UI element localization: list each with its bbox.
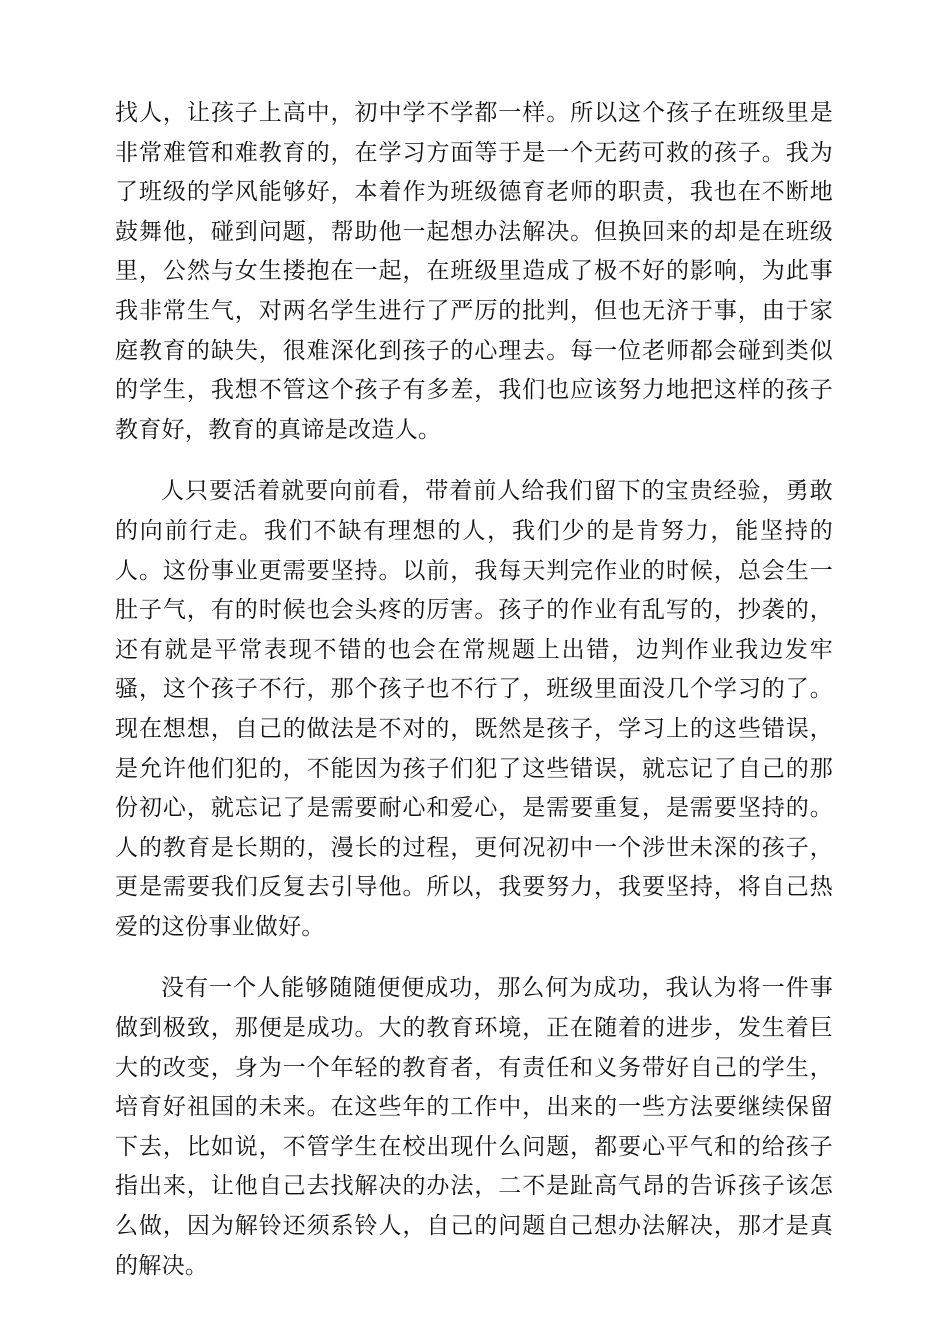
paragraph-1: 找人，让孩子上高中，初中学不学都一样。所以这个孩子在班级里是非常难管和难教育的，在学习方面等于是一个无药可救的孩子。我为了班级的学风能够好，本着作为班级德育老师的职责，我也在不断地鼓舞他，碰到问题，帮助他一起想办法解决。但换回来的却是在班级里，公然与女生搂抱在一起，在班级里造成了极不好的影响，为此事我非常生气，对两名学生进行了严厉的批判，但也无济于事，由于家庭教育的缺失，很难深化到孩子的心理去。每一位老师都会碰到类似的学生，我想不管这个孩子有多差，我们也应该努力地把这样的孩子教育好，教育的真谛是改造人。 [115,100,833,443]
paragraph-3: 没有一个人能够随随便便成功，那么何为成功，我认为将一件事做到极致，那便是成功。大的教育环境，正在随着的进步，发生着巨大的改变，身为一个年轻的教育者，有责任和义务带好自己的学生，培育好祖国的未来。在这些年的工作中，出来的一些方法要继续保留下去，比如说，不管学生在校出现什么问题，都要心平气和的给孩子指出来，让他自己去找解决的办法，二不是趾高气昂的告诉孩子该怎么做，因为解铃还须系铃人，自己的问题自己想办法解决，那才是真的解决。 [115,975,833,1279]
document-body [115,94,833,1286]
paragraph-2: 人只要活着就要向前看，带着前人给我们留下的宝贵经验，勇敢的向前行走。我们不缺有理想的人，我们少的是肯努力，能坚持的人。这份事业更需要坚持。以前，我每天判完作业的时候，总会生一肚子气，有的时候也会头疼的厉害。孩子的作业有乱写的，抄袭的，还有就是平常表现不错的也会在常规题上出错，边判作业我边发牢骚，这个孩子不行，那个孩子也不行了，班级里面没几个学习的了。现在想想，自己的做法是不对的，既然是孩子，学习上的这些错误，是允许他们犯的，不能因为孩子们犯了这些错误，就忘记了自己的那份初心，就忘记了是需要耐心和爱心，是需要重复，是需要坚持的。人的教育是长期的，漫长的过程，更何况初中一个涉世未深的孩子，更是需要我们反复去引导他。所以，我要努力，我要坚持，将自己热爱的这份事业做好。 [115,478,833,940]
